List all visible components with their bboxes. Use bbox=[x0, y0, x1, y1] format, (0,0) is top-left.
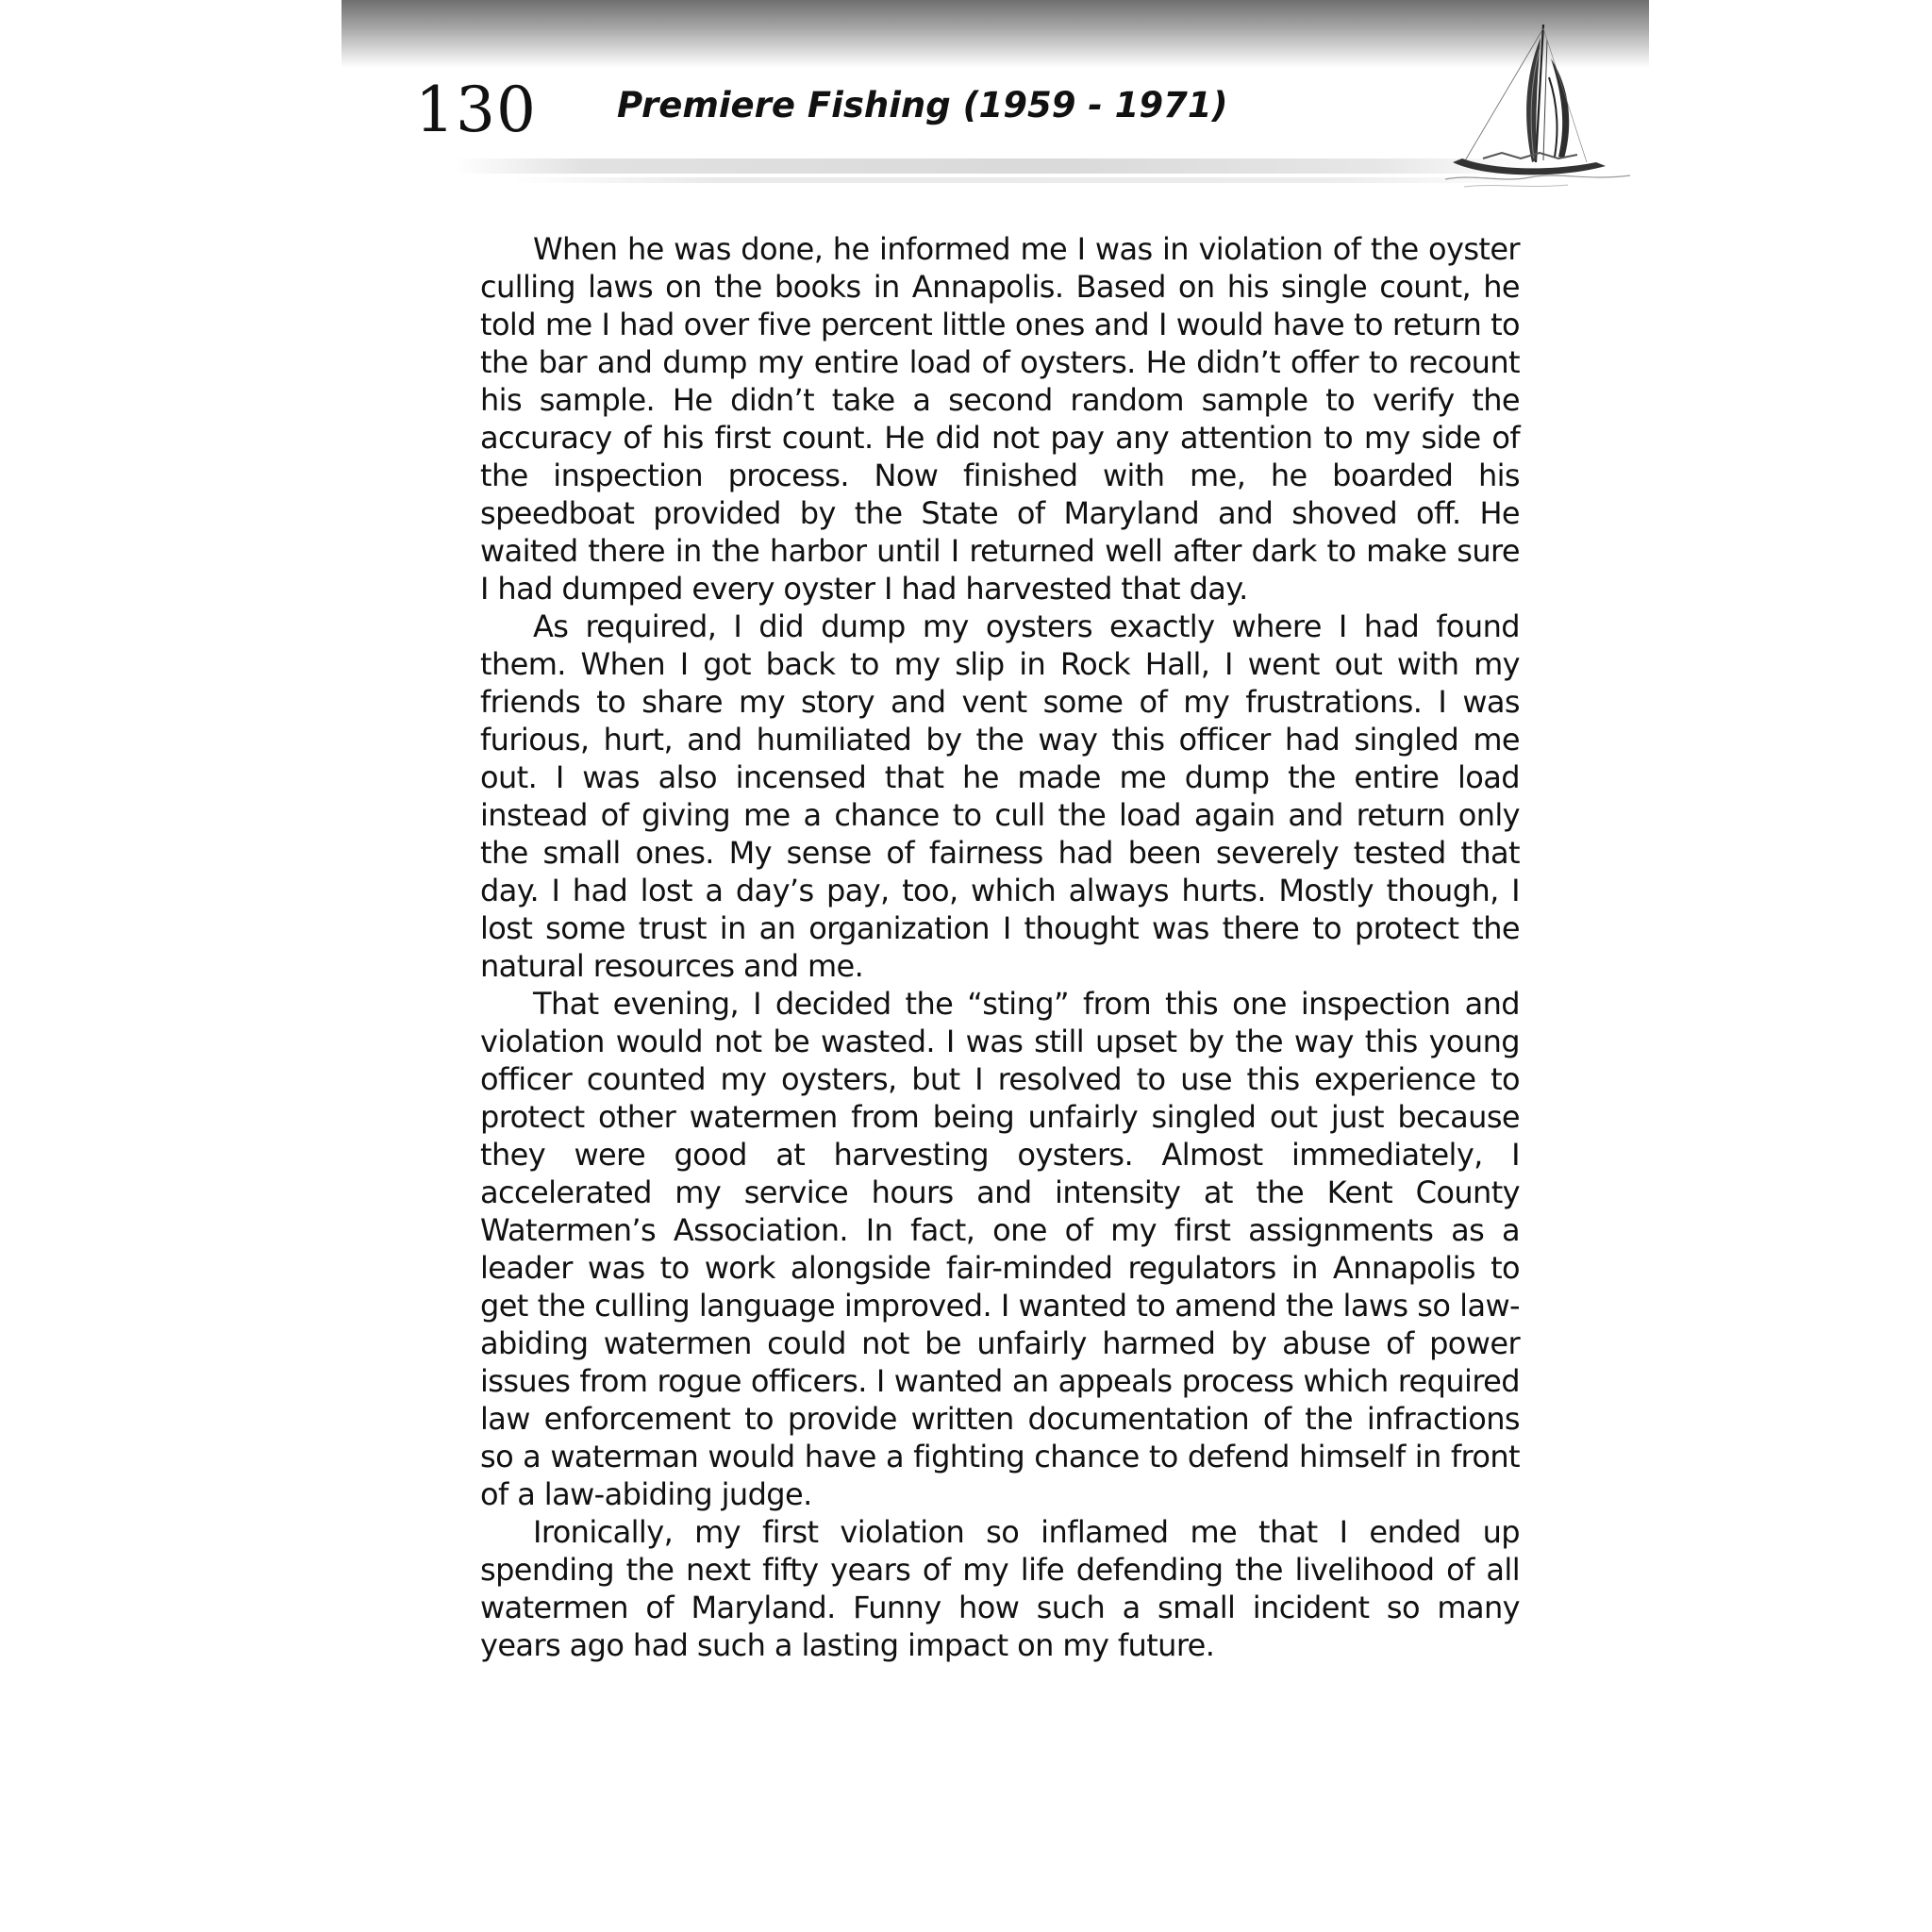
header-rule bbox=[455, 158, 1540, 174]
paragraph: As required, I did dump my oysters exactly where I had found them. When I got back to my slip in Rock Hall, I went out with my friends to share my story and vent some of my frustrations. I was furious, hurt, and humiliated by the way this officer had singled me out. I was also incensed that he made me dump the entire load instead of giving me a chance to cull the load again and return only the small ones. My sense of fairness had been severely tested that day. I had lost a day’s pay, too, which always hurts. Mostly though, I lost some trust in an organization I thought was there to protect the natural resources and me. bbox=[480, 608, 1520, 984]
body-text bbox=[480, 230, 1520, 1664]
sailboat-icon bbox=[1445, 21, 1634, 191]
paragraph: That evening, I decided the “sting” from this one inspection and violation would not be wasted. I was still upset by the way this young officer counted my oysters, but I resolved to use this experience to protect other watermen from being unfairly singled out just because they were good at harvesting oysters. Almost immediately, I accelerated my service hours and intensity at the Kent County Watermen’s Association. In fact, one of my first assignments as a leader was to work alongside fair-minded regulators in Annapolis to get the culling language improved. I wanted to amend the laws so law-abiding watermen could not be unfairly harmed by abuse of power issues from rogue officers. I wanted an appeals process which required law enforcement to provide written documentation of the infractions so a waterman would have a fighting chance to defend himself in front of a law-abiding judge. bbox=[480, 986, 1520, 1512]
running-title: Premiere Fishing (1959 - 1971) bbox=[617, 85, 1228, 125]
page-number: 130 bbox=[415, 74, 537, 146]
header-rule-secondary bbox=[511, 177, 1530, 183]
paragraph: Ironically, my first violation so inflamed me that I ended up spending the next fifty years of my life defending the livelihood of all watermen of Maryland. Funny how such a small incident so many years ago had such a lasting impact on my future. bbox=[480, 1514, 1520, 1663]
paragraph: When he was done, he informed me I was in violation of the oyster culling laws on the books in Annapolis. Based on his single count, he told me I had over five percent little ones and I would have to return to the bar and dump my entire load of oysters. He didn’t offer to recount his sample. He didn’t take a second random sample to verify the accuracy of his first count. He did not pay any attention to my side of the inspection process. Now finished with me, he boarded his speedboat provided by the State of Maryland and shoved off. He waited there in the harbor until I returned well after dark to make sure I had dumped every oyster I had harvested that day. bbox=[480, 231, 1520, 607]
book-page bbox=[341, 0, 1649, 1932]
